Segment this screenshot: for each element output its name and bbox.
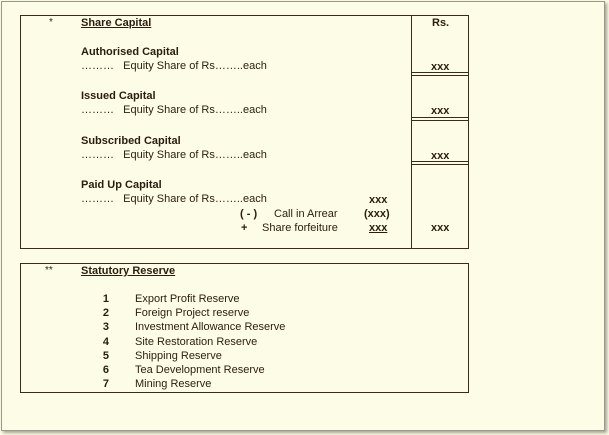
issued-capital-line: ……… Equity Share of Rs……..each — [81, 104, 267, 116]
reserve-item-label: Site Restoration Reserve — [135, 336, 258, 348]
reserve-item-number: 4 — [102, 336, 109, 348]
reserve-item-label: Foreign Project reserve — [135, 307, 250, 319]
issued-capital-amount: xxx — [431, 105, 450, 117]
call-in-arrear-label: Call in Arrear — [274, 208, 338, 220]
subscribed-capital-line: ……… Equity Share of Rs……..each — [81, 149, 267, 161]
call-in-arrear-sign: ( - ) — [240, 208, 258, 220]
paid-up-line-amount: xxx — [369, 194, 388, 206]
authorised-capital-line: ……… Equity Share of Rs……..each — [81, 60, 267, 72]
statutory-reserve-title: Statutory Reserve — [81, 265, 176, 277]
reserve-item-label: Mining Reserve — [135, 378, 212, 390]
rs-column-header: Rs. — [432, 17, 450, 29]
statutory-reserve-marker: ** — [45, 265, 53, 276]
authorised-capital-heading: Authorised Capital — [81, 46, 179, 58]
amount-column-divider — [411, 15, 412, 249]
reserve-item-label: Export Profit Reserve — [135, 293, 240, 305]
reserve-item-number: 2 — [102, 307, 109, 319]
reserve-item-number: 6 — [102, 364, 109, 376]
share-forfeiture-amount: xxx — [369, 222, 388, 234]
share-forfeiture-label: Share forfeiture — [262, 222, 338, 234]
reserve-item-number: 1 — [102, 293, 109, 305]
paid-up-capital-line: ……… Equity Share of Rs……..each — [81, 193, 267, 205]
share-capital-title: Share Capital — [81, 17, 152, 29]
subscribed-capital-heading: Subscribed Capital — [81, 135, 181, 147]
reserve-item-number: 3 — [102, 321, 109, 333]
paid-up-capital-amount: xxx — [431, 222, 450, 234]
reserve-item-number: 5 — [102, 350, 109, 362]
paid-up-capital-heading: Paid Up Capital — [81, 179, 162, 191]
reserve-item-label: Tea Development Reserve — [135, 364, 265, 376]
reserve-item-label: Investment Allowance Reserve — [135, 321, 286, 333]
reserve-item-label: Shipping Reserve — [135, 350, 222, 362]
authorised-capital-amount: xxx — [431, 61, 450, 73]
subscribed-capital-amount: xxx — [431, 150, 450, 162]
share-capital-marker: * — [49, 17, 53, 28]
double-rule-issued — [411, 117, 469, 121]
issued-capital-heading: Issued Capital — [81, 90, 156, 102]
share-forfeiture-sign: + — [241, 222, 248, 234]
call-in-arrear-amount: (xxx) — [364, 208, 390, 220]
reserve-item-number: 7 — [102, 378, 109, 390]
